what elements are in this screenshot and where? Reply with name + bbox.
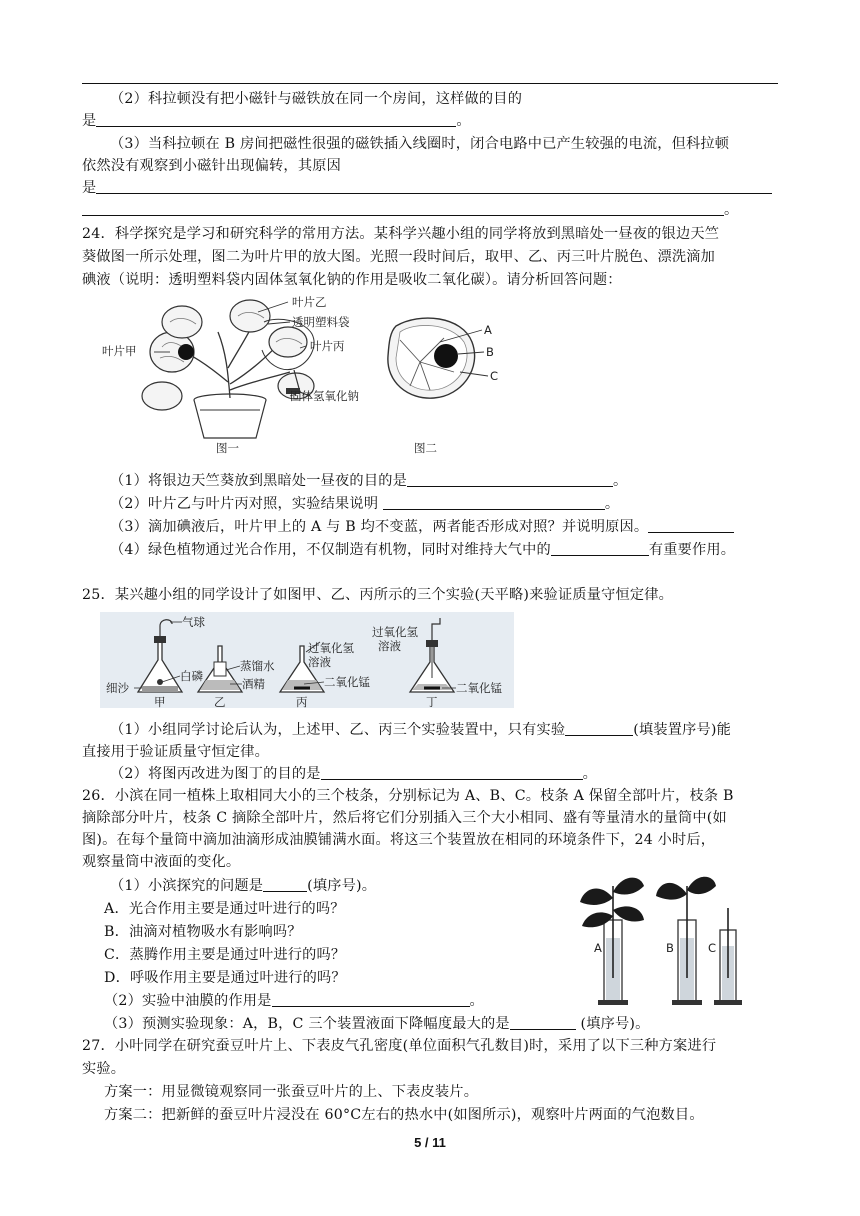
q25-figure [100, 612, 514, 708]
q27-plan2 [104, 1105, 804, 1125]
period: 。 [604, 496, 620, 512]
q23-part2 [110, 89, 810, 109]
q27-text1: 27．小叶同学在研究蚕豆叶片上、下表皮气孔密度(单位面积气孔数目)时，采用了以下三种方案进行 [82, 1038, 717, 1054]
fig2-caption: 图二 [414, 441, 437, 455]
q24-text1: 24．科学探究是学习和研究科学的常用方法。某科学兴趣小组的同学将放到黑暗处一昼夜的银边天竺 [82, 226, 720, 242]
q25-part1-text2: (填装置序号)能 [633, 722, 732, 738]
q25-text: 25．某兴趣小组的同学设计了如图甲、乙、丙所示的三个实验(天平略)来验证质量守恒定律。 [82, 587, 674, 603]
answer-blank[interactable] [263, 877, 307, 892]
h2o2-label-ding: 过氧化氢 [372, 625, 418, 639]
q24-stem-line3 [82, 270, 782, 290]
q24-part4-text: （4）绿色植物通过光合作用，不仅制造有机物，同时对维持大气中的 [110, 542, 551, 558]
flower-pot-icon [194, 394, 266, 438]
q26-option-d-text: D．呼吸作用主要是通过叶进行的吗？ [104, 970, 346, 986]
q23-part3-answer [82, 178, 782, 198]
answer-blank[interactable] [510, 1015, 576, 1030]
q26-text4: 观察量筒中液面的变化。 [82, 854, 241, 870]
leaf-yi-icon [230, 300, 270, 332]
fig1-caption: 图一 [216, 441, 239, 455]
q27-plan1-text: 方案一：用显微镜观察同一张蚕豆叶片的上、下表皮装片。 [104, 1084, 479, 1100]
q27-stem-line1 [82, 1036, 782, 1056]
q24-part3-text: （3）滴加碘液后，叶片甲上的 A 与 B 均不变蓝，两者能否形成对照？并说明原因。 [110, 519, 649, 535]
q25-part1-text: （1）小组同学讨论后认为，上述甲、乙、丙三个实验装置中，只有实验 [110, 722, 566, 738]
q26-option-b-text: B．油滴对植物吸水有影响吗？ [104, 924, 302, 940]
q23-part3-answer2 [82, 200, 782, 220]
q24-part1-text: （1）将银边天竺葵放到黑暗处一昼夜的目的是 [110, 473, 407, 489]
q23-part3 [110, 134, 810, 154]
q23-part2-answer [82, 111, 782, 131]
cylinder-c-label: C [708, 941, 717, 955]
fig2-label-c: C [490, 369, 499, 383]
h2o2-label-bing: 过氧化氢 [308, 641, 354, 655]
answer-line [82, 83, 778, 84]
flask-yi-label: 乙 [214, 695, 226, 708]
q24-part4-text2: 有重要作用。 [648, 542, 736, 558]
q26-text1: 26．小滨在同一植株上取相同大小的三个枝条，分别标记为 A、B、C。枝条 A 保留全部叶片，枝条 B [82, 788, 734, 804]
sand-label: 细沙 [106, 681, 129, 695]
cylinder-b-label: B [666, 941, 674, 955]
q26-part2-text: （2）实验中油膜的作用是 [104, 993, 272, 1009]
q23-part2-text: （2）科拉顿没有把小磁针与磁铁放在同一个房间，这样做的目的 [110, 91, 523, 107]
answer-blank[interactable] [551, 541, 649, 556]
q26-text3: 图)。在每个量筒中滴加油滴形成油膜铺满水面。将这三个装置放在相同的环境条件下，24 小时后， [82, 832, 716, 848]
answer-blank[interactable] [321, 765, 583, 780]
q24-figure [100, 292, 520, 462]
q26-part3-text: （3）预测实验现象：A，B，C 三个装置液面下降幅度最大的是 [104, 1016, 510, 1032]
q23-part3-text: （3）当科拉顿在 B 房间把磁性很强的磁铁插入线圈时，闭合电路中已产生较强的电流，但科拉顿 [110, 136, 730, 152]
q23-part2-is: 是 [82, 113, 97, 129]
period: 。 [469, 993, 484, 1009]
alcohol-label: 酒精 [242, 677, 265, 691]
cylinder-c-icon [714, 908, 742, 1005]
q24-text2: 葵做图一所示处理，图二为叶片甲的放大图。光照一段时间后，取甲、乙、丙三叶片脱色、漂洗滴加 [82, 249, 716, 265]
q27-text2: 实验。 [82, 1061, 126, 1077]
flask-jia-label: 甲 [154, 695, 166, 708]
answer-blank[interactable] [96, 179, 772, 194]
q25-part1 [110, 720, 810, 740]
leaf-bing-label: 叶片丙 [310, 339, 345, 353]
q26-part1-text2: (填序号)。 [307, 878, 377, 894]
fig2-label-b: B [486, 345, 494, 359]
flask-bing-label: 丙 [296, 695, 308, 708]
phosphorus-label: 白磷 [180, 669, 203, 683]
q24-part4 [110, 540, 810, 560]
page-number: 5 / 11 [414, 1135, 446, 1150]
leaf-jia-label: 叶片甲 [102, 344, 137, 358]
q27-stem-line2 [82, 1059, 782, 1079]
period: 。 [724, 202, 739, 218]
q23-part3-is: 是 [82, 180, 97, 196]
q26-stem-line2 [82, 808, 782, 828]
answer-blank[interactable] [648, 518, 734, 533]
q26-part3-text2: (填序号)。 [575, 1016, 650, 1032]
q24-stem-line1 [82, 224, 782, 244]
leaf-yi-label: 叶片乙 [292, 295, 327, 309]
q25-part1-line2 [82, 742, 782, 762]
q24-part2-text: （2）叶片乙与叶片丙对照，实验结果说明 [110, 496, 383, 512]
q27-plan2-text: 方案二：把新鲜的蚕豆叶片浸没在 60°C左右的热水中(如图所示)，观察叶片两面的气泡数目。 [104, 1107, 704, 1123]
period: 。 [582, 766, 598, 782]
cylinder-b-icon [656, 877, 716, 1005]
q26-part1-text: （1）小滨探究的问题是 [110, 878, 264, 894]
q25-part2 [110, 764, 810, 784]
mno2-label-bing: 二氧化锰 [324, 675, 370, 689]
leaf-upper-icon [162, 306, 202, 338]
answer-blank[interactable] [565, 721, 633, 736]
q25-part1-text3: 直接用于验证质量守恒定律。 [82, 744, 270, 760]
water-label: 蒸馏水 [240, 659, 275, 673]
fig2-label-a: A [484, 323, 492, 337]
flask-ding-label: 丁 [426, 695, 438, 708]
q24-part2 [110, 494, 810, 514]
q26-option-a-text: A．光合作用主要是通过叶进行的吗？ [104, 901, 345, 917]
leaf-closeup-icon [388, 318, 475, 398]
answer-blank[interactable] [82, 201, 724, 216]
period: 。 [612, 473, 628, 489]
bag-label: 透明塑料袋 [292, 315, 350, 329]
q27-plan1 [104, 1082, 804, 1102]
cylinder-a-label: A [594, 941, 602, 955]
solution-label-ding: 溶液 [378, 639, 401, 653]
answer-blank[interactable] [383, 495, 605, 510]
q26-figure [570, 868, 760, 1010]
q23-part3-text2: 依然没有观察到小磁针出现偏转，其原因 [82, 158, 341, 174]
cylinder-a-icon [580, 878, 644, 1005]
q26-stem-line1 [82, 786, 782, 806]
q24-part1 [110, 471, 810, 491]
q24-part3 [110, 517, 810, 537]
q24-stem-line2 [82, 247, 782, 267]
answer-blank[interactable] [96, 112, 456, 127]
q25-part2-text: （2）将图丙改进为图丁的目的是 [110, 766, 321, 782]
q26-option-c-text: C．蒸腾作用主要是通过叶进行的吗？ [104, 947, 346, 963]
naoh-label: 固体氢氧化钠 [290, 389, 359, 403]
balloon-label: 气球 [182, 615, 205, 629]
q26-part3 [104, 1014, 804, 1034]
mno2-label-ding: 二氧化锰 [456, 681, 502, 695]
q26-stem-line3 [82, 830, 782, 850]
q24-text3: 碘液（说明：透明塑料袋内固体氢氧化钠的作用是吸收二氧化碳）。请分析回答问题： [82, 272, 622, 288]
answer-blank[interactable] [272, 992, 470, 1007]
answer-blank[interactable] [407, 472, 613, 487]
q23-part3-line2 [82, 156, 782, 176]
q25-stem [82, 585, 782, 605]
q26-text2: 摘除部分叶片，枝条 C 摘除全部叶片，然后将它们分别插入三个大小相同、盛有等量清水的量筒中(如 [82, 810, 727, 826]
period: 。 [456, 113, 471, 129]
solution-label-bing: 溶液 [308, 655, 331, 669]
